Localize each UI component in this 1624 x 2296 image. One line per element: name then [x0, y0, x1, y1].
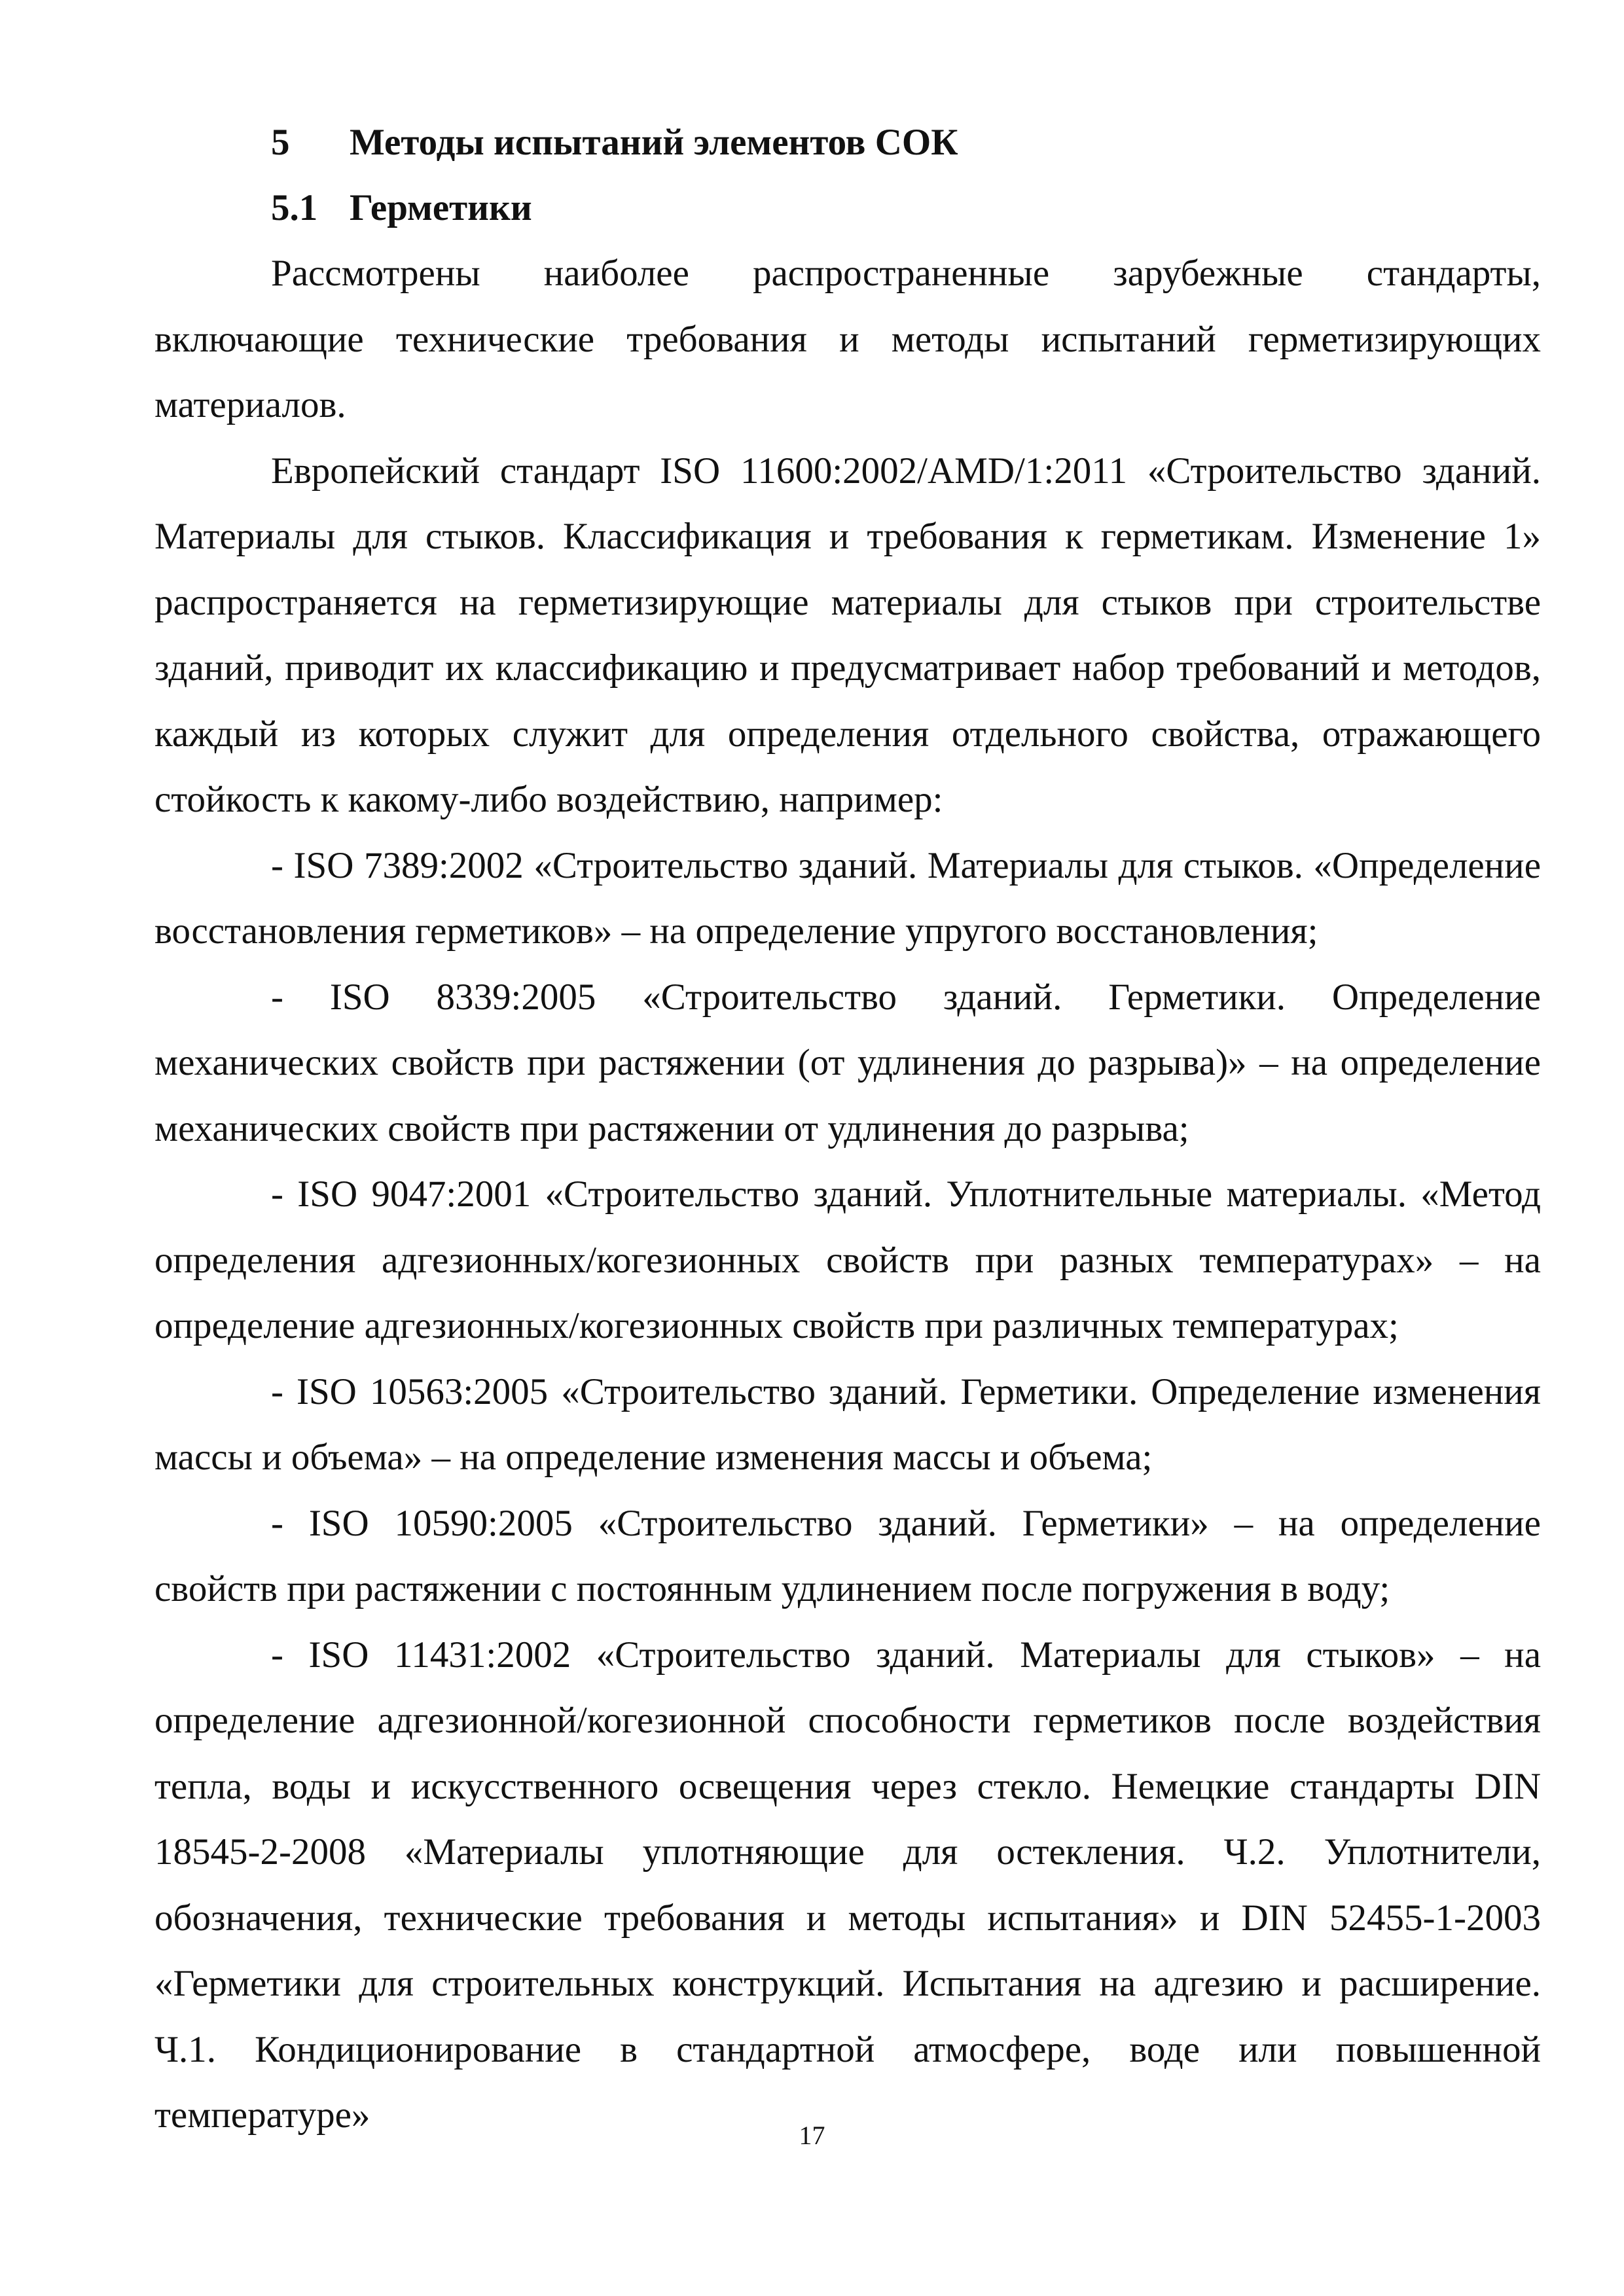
list-item-iso-9047: - ISO 9047:2001 «Строительство зданий. Уплотнительные материалы. «Метод определения адгезионных/когезионных свойств при разных температурах» – на определение адгезионных/когезионных свойств при различных температурах; [154, 1174, 1541, 1346]
list-item-iso-8339: - ISO 8339:2005 «Строительство зданий. Герметики. Определение механических свойств при растяжении (от удлинения до разрыва)» – на определение механических свойств при растяжении от удлинения до разрыва; [154, 976, 1541, 1149]
subsection-number: 5.1 [271, 187, 318, 228]
list-item-iso-11431: - ISO 11431:2002 «Строительство зданий. Материалы для стыков» – на определение адгезионной/когезионной способности герметиков после воздействия тепла, воды и искусственного освещения через стекло. Немецкие стандарты DIN 18545-2-2008 «Материалы уплотняющие для остекления. Ч.2. Уплотнители, обозначения, технические требования и методы испытания» и DIN 52455-1-2003 «Герметики для строительных конструкций. Испытания на адгезию и расширение. Ч.1. Кондиционирование в стандартной атмосфере, воде или повышенной температуре» [154, 1634, 1541, 2136]
list-item-iso-10590: - ISO 10590:2005 «Строительство зданий. Герметики» – на определение свойств при растяжении с постоянным удлинением после погружения в воду; [154, 1502, 1541, 1609]
list-item-iso-10563: - ISO 10563:2005 «Строительство зданий. Герметики. Определение изменения массы и объема» – на определение изменения массы и объема; [154, 1371, 1541, 1478]
section-heading [154, 110, 1541, 175]
page-content [154, 110, 1541, 2149]
list-item-iso-7389: - ISO 7389:2002 «Строительство зданий. Материалы для стыков. «Определение восстановления герметиков» – на определение упругого восстановления; [154, 844, 1541, 952]
iso-11600-paragraph: Европейский стандарт ISO 11600:2002/AMD/1:2011 «Строительство зданий. Материалы для стыков. Классификация и требования к герметикам. Изменение 1» распространяется на герметизирующие материалы для стыков при строительстве зданий, приводит их классификацию и предусматривает набор требований и методов, каждый из которых служит для определения отдельного свойства, отражающего стойкость к какому-либо воздействию, например: [154, 450, 1541, 820]
subsection-heading [154, 175, 1541, 241]
page-number: 17 [799, 2121, 825, 2150]
subsection-title: Герметики [350, 187, 532, 228]
intro-paragraph: Рассмотрены наиболее распространенные зарубежные стандарты, включающие технические требования и методы испытаний герметизирующих материалов. [154, 253, 1541, 425]
section-number: 5 [271, 122, 290, 163]
section-title: Методы испытаний элементов СОК [350, 122, 958, 163]
